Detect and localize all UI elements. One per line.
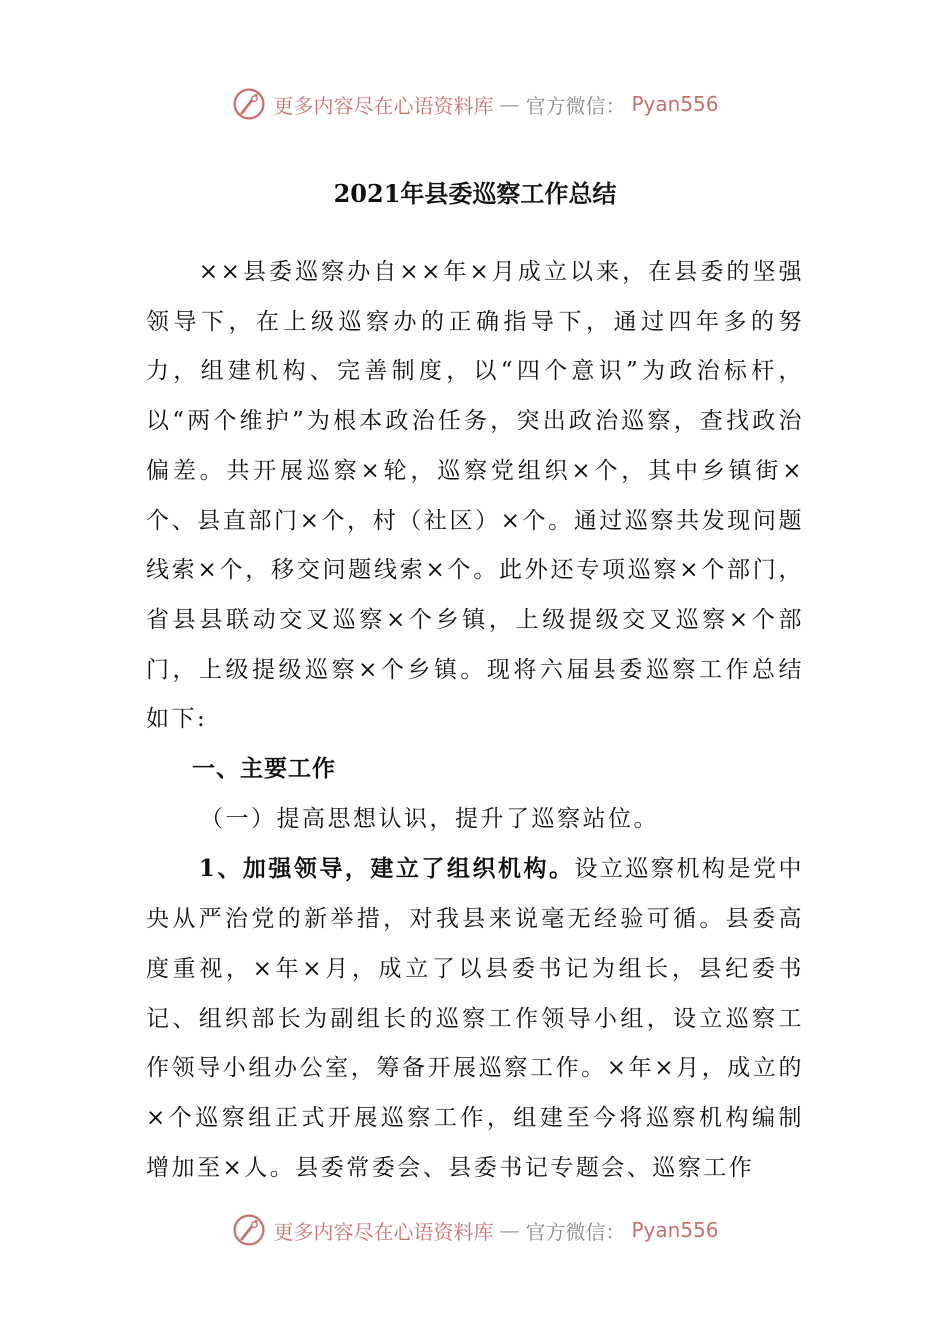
item-body: 设立巡察机构是党中央从严治党的新举措，对我县来说毫无经验可循。县委高度重视，×年×月，成立了以县委书记为组长，县纪委书记、组织部长为副组长的巡察工作领导小组，设立巡察工作领导小组办公室，筹备开展巡察工作。×年×月，成立的×个巡察组正式开展巡察工作，组建至今将巡察机构编制增加至×人。县委常委会、县委书记专题会、巡察工作 [146,856,805,1181]
watermark-separator: — [499,1218,520,1242]
intro-paragraph: ××县委巡察办自××年×月成立以来，在县委的坚强领导下，在上级巡察办的正确指导下，通过四年多的努力，组建机构、完善制度，以“四个意识”为政治标杆，以“两个维护”为根本政治任务，突出政治巡察，查找政治偏差。共开展巡察×轮，巡察党组织×个，其中乡镇街×个、县直部门×个，村（社区）×个。通过巡察共发现问题线索×个，移交问题线索×个。此外还专项巡察×个部门，省县县联动交叉巡察×个乡镇，上级提级交叉巡察×个部门，上级提级巡察×个乡镇。现将六届县委巡察工作总结如下: [146,259,804,733]
watermark-prefix: 更多内容尽在心语资料库 [273,93,494,118]
watermark-separator: — [499,92,520,116]
header-watermark [0,86,950,122]
watermark-prefix: 更多内容尽在心语资料库 [273,1219,494,1244]
watermark-suffix: 官方微信： [525,93,626,118]
pen-logo-icon [231,86,267,122]
document-title: 2021年县委巡察工作总结 [333,179,617,208]
watermark-suffix: 官方微信： [525,1219,626,1244]
item-paragraph [146,844,804,1193]
subsection-heading: （一）提高思想认识，提升了巡察站位。 [200,805,659,832]
document-body [146,248,804,1193]
pen-logo-icon [231,1212,267,1248]
item-lead: 1、加强领导，建立了组织机构。 [198,855,575,883]
footer-watermark [0,1212,950,1248]
section-heading: 一、主要工作 [192,756,336,783]
watermark-wechat-id: Pyan556 [631,1218,719,1242]
watermark-wechat-id: Pyan556 [631,92,719,116]
